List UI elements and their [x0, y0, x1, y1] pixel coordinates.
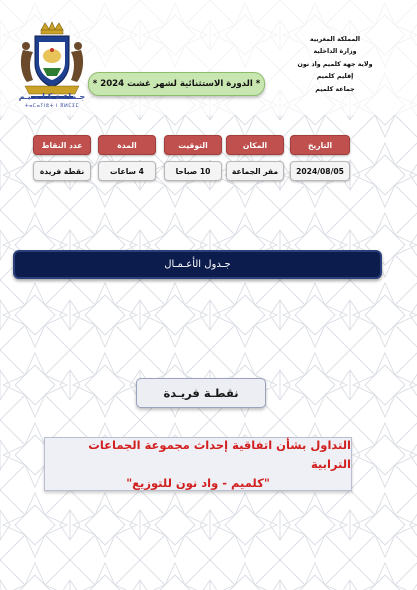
value-date: 2024/08/05	[290, 161, 350, 181]
agenda-title-bar: جـدول الأعـمـال	[13, 250, 382, 279]
header-place: المكان	[226, 135, 284, 155]
commune-name-logo-text: جـماعـة كـلـمـيـم	[18, 92, 86, 101]
admin-line-commune: جماعة كلميم	[315, 85, 355, 93]
value-points-count: نقطة فريدة	[33, 161, 91, 181]
administrative-header	[275, 34, 395, 96]
commune-name-tifinagh: ⵜⴰⵎⴰⵢⵏⵓⵜ ⵏ ⴳⵍⵎⵉⵎ	[24, 103, 80, 109]
header-date: التاريخ	[290, 135, 350, 155]
topic-line-2: "كلميم - واد نون للتوزيع"	[126, 475, 270, 490]
topic-line-1: التداول بشأن اتفاقية إحداث مجموعة الجماعات الترابية	[88, 437, 351, 471]
value-duration: 4 ساعات	[98, 161, 156, 181]
value-place: مقر الجماعة	[226, 161, 284, 181]
value-time: 10 صباحا	[164, 161, 222, 181]
header-time: التوقيت	[164, 135, 222, 155]
admin-line-region: ولاية جهة كلميم واد نون	[297, 60, 373, 68]
single-point-label: نقطـة فريـدة	[136, 378, 266, 408]
header-duration: المدة	[98, 135, 156, 155]
admin-line-province: إقليم كلميم	[316, 73, 354, 81]
header-points-count: عدد النقاط	[33, 135, 91, 155]
admin-line-ministry: وزارة الداخلية	[313, 48, 357, 56]
agenda-topic-box	[44, 437, 352, 491]
session-title-badge: * الدورة الاستثنائية لشهر غشت 2024 *	[88, 72, 265, 96]
admin-line-kingdom: المملكة المغربية	[309, 36, 361, 43]
